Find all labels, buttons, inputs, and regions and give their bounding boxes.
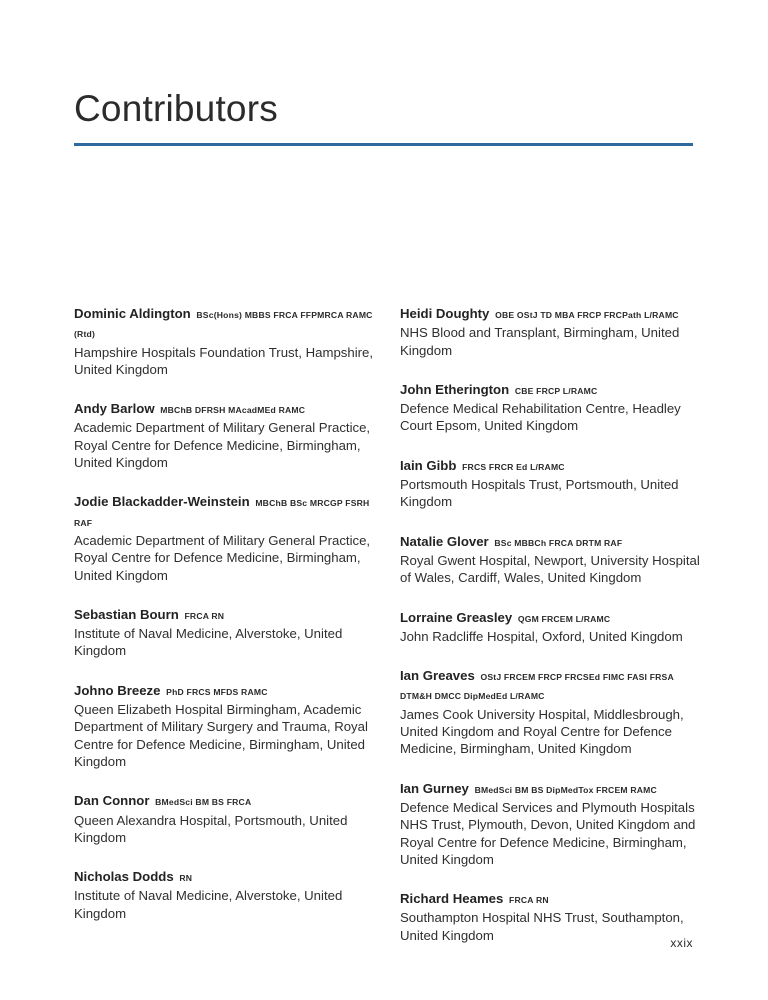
contributor-name: Richard Heames: [400, 891, 504, 907]
contributor-affiliation: Southampton Hospital NHS Trust, Southampton, United Kingdom: [400, 910, 684, 943]
contributor-name: Dan Connor: [74, 793, 150, 809]
contributor-entry: [74, 606, 374, 660]
contributor-entry: [74, 493, 374, 583]
contributor-entry: [400, 381, 700, 435]
page-title: Contributors: [74, 88, 278, 129]
contributor-qualifications: RN: [179, 873, 193, 884]
contributor-entry: [74, 682, 374, 770]
contributor-name: Nicholas Dodds: [74, 869, 174, 885]
contributor-affiliation: Defence Medical Rehabilitation Centre, Headley Court Epsom, United Kingdom: [400, 401, 681, 434]
contributor-qualifications: QGM FRCEM L/RAMC: [517, 613, 611, 624]
contributor-name: Iain Gibb: [400, 457, 457, 473]
contributor-affiliation: Queen Elizabeth Hospital Birmingham, Academic Department of Military Surgery and Trauma, Royal Centre for Defence Medicine, Birmingham, United Kingdom: [74, 702, 368, 769]
contributor-name: Lorraine Greasley: [400, 609, 513, 625]
contributor-entry: [74, 868, 374, 922]
contributor-affiliation: Academic Department of Military General Practice, Royal Centre for Defence Medicine, Birmingham, United Kingdom: [74, 420, 371, 471]
contributor-qualifications: OBE OStJ TD MBA FRCP FRCPath L/RAMC: [495, 310, 679, 320]
contributor-name: Heidi Doughty: [400, 306, 490, 321]
contributor-affiliation: Defence Medical Services and Plymouth Hospitals NHS Trust, Plymouth, Devon, United Kingdom and Royal Centre for Defence Medicine, Birmingham, United Kingdom: [400, 799, 696, 867]
contributor-name: Sebastian Bourn: [74, 606, 179, 622]
contributors-column-right: [400, 305, 700, 966]
contributor-name: Ian Gurney: [400, 780, 469, 796]
contributor-entry: [74, 400, 374, 471]
contributor-affiliation: Institute of Naval Medicine, Alverstoke, United Kingdom: [74, 888, 343, 921]
contributor-affiliation: James Cook University Hospital, Middlesbrough, United Kingdom and Royal Centre for Defence Medicine, Birmingham, United Kingdom: [400, 706, 684, 757]
contributor-qualifications: MBChB BSc MRCGP FSRH RAF: [74, 498, 370, 528]
contributors-column-left: [74, 305, 374, 944]
contributor-qualifications: MBChB DFRSH MAcadMEd RAMC: [160, 405, 306, 416]
contributor-affiliation: Institute of Naval Medicine, Alverstoke, United Kingdom: [74, 626, 343, 659]
contributor-name: Jodie Blackadder-Weinstein: [74, 494, 250, 510]
contributor-qualifications: BSc(Hons) MBBS FRCA FFPMRCA RAMC (Rtd): [74, 310, 373, 340]
contributor-qualifications: BMedSci BM BS DipMedTox FRCEM RAMC: [474, 784, 657, 795]
contributor-qualifications: OStJ FRCEM FRCP FRCSEd FIMC FASI FRSA DTM&H DMCC DipMedEd L/RAMC: [400, 672, 674, 702]
contributor-entry: [400, 533, 700, 587]
title-rule: [74, 143, 693, 146]
contributor-affiliation: Portsmouth Hospitals Trust, Portsmouth, United Kingdom: [400, 477, 679, 510]
contributor-entry: [400, 780, 700, 868]
contributor-affiliation: John Radcliffe Hospital, Oxford, United Kingdom: [400, 628, 683, 644]
contributor-name: Dominic Aldington: [74, 306, 191, 321]
contributor-qualifications: BSc MBBCh FRCA DRTM RAF: [494, 537, 623, 548]
contributor-entry: [400, 305, 700, 359]
contributor-entry: [400, 609, 700, 646]
contributor-name: Ian Greaves: [400, 668, 475, 684]
contributor-name: Johno Breeze: [74, 682, 161, 698]
contributor-affiliation: NHS Blood and Transplant, Birmingham, United Kingdom: [400, 325, 680, 358]
contributor-qualifications: PhD FRCS MFDS RAMC: [166, 686, 268, 697]
contributor-entry: [400, 890, 700, 944]
contributor-entry: [74, 792, 374, 846]
contributor-entry: [400, 457, 700, 511]
page-number: xxix: [670, 936, 693, 950]
contributor-qualifications: FRCA RN: [184, 610, 225, 621]
contributor-affiliation: Royal Gwent Hospital, Newport, University Hospital of Wales, Cardiff, Wales, United Kingdom: [400, 552, 700, 586]
contributor-affiliation: Queen Alexandra Hospital, Portsmouth, United Kingdom: [74, 812, 348, 845]
contributor-entry: [400, 667, 700, 757]
contributor-qualifications: FRCS FRCR Ed L/RAMC: [462, 461, 565, 472]
contributor-affiliation: Hampshire Hospitals Foundation Trust, Hampshire, United Kingdom: [74, 344, 374, 377]
contributor-affiliation: Academic Department of Military General Practice, Royal Centre for Defence Medicine, Birmingham, United Kingdom: [74, 532, 371, 583]
contributor-name: John Etherington: [400, 381, 510, 397]
contributor-qualifications: FRCA RN: [509, 895, 549, 906]
contributor-qualifications: BMedSci BM BS FRCA: [155, 797, 252, 808]
contributor-name: Natalie Glover: [400, 533, 489, 549]
contributor-qualifications: CBE FRCP L/RAMC: [514, 385, 598, 396]
contributor-entry: [74, 305, 374, 378]
contributor-name: Andy Barlow: [74, 401, 155, 417]
